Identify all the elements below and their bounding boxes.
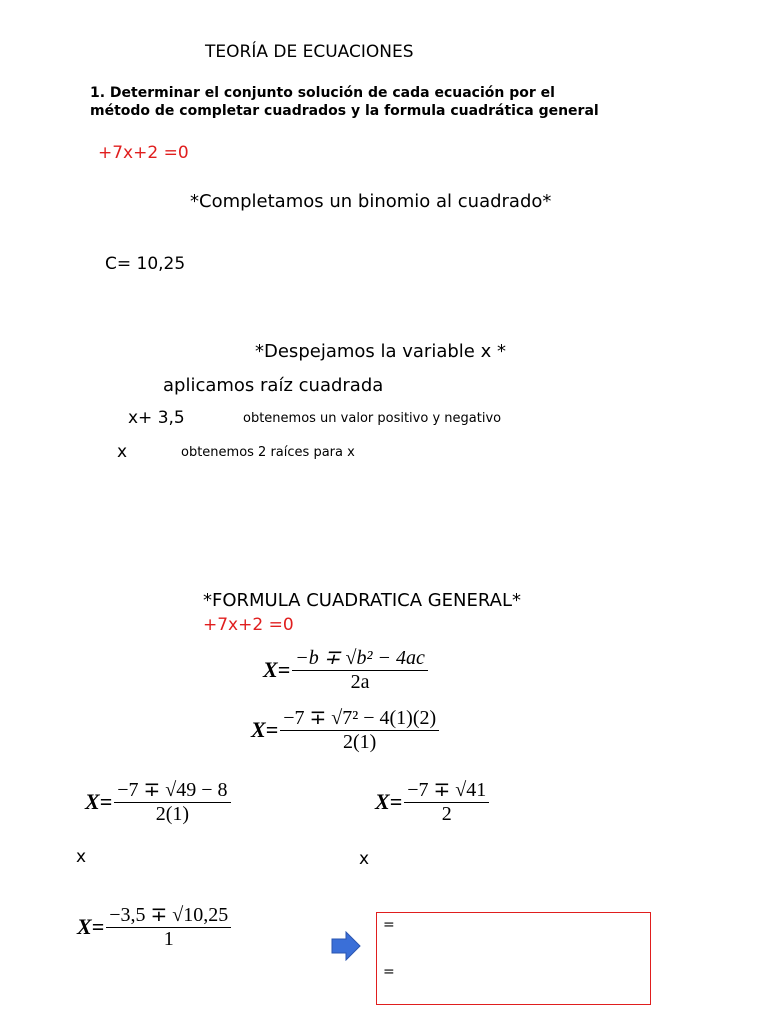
x-line: x bbox=[117, 442, 128, 462]
answer-line-1: = bbox=[383, 917, 395, 933]
equation-red-1: +7x+2 =0 bbox=[98, 143, 189, 163]
step-sqrt: aplicamos raíz cuadrada bbox=[163, 375, 384, 396]
note-pos-neg: obtenemos un valor positivo y negativo bbox=[243, 411, 502, 426]
formula-lhs: X= bbox=[375, 788, 403, 814]
answer-line-2: = bbox=[383, 964, 395, 980]
page-title: TEORÍA DE ECUACIONES bbox=[205, 42, 414, 62]
formula-substituted bbox=[251, 705, 439, 754]
formula-numerator: −3,5 ∓ √10,25 bbox=[106, 902, 231, 928]
formula-numerator: −b ∓ √b² − 4ac bbox=[292, 645, 428, 671]
c-value: C= 10,25 bbox=[105, 254, 186, 274]
formula-denominator: 1 bbox=[163, 928, 174, 950]
formula-lhs: X= bbox=[85, 788, 113, 814]
answer-box bbox=[376, 912, 651, 1005]
x-label-right: x bbox=[359, 849, 370, 869]
formula-step3 bbox=[85, 777, 231, 826]
formula-general bbox=[263, 645, 428, 694]
step-isolate: *Despejamos la variable x * bbox=[255, 341, 506, 362]
formula-numerator: −7 ∓ √7² − 4(1)(2) bbox=[280, 705, 439, 731]
right-arrow-icon bbox=[331, 931, 361, 961]
formula-lhs: X= bbox=[77, 913, 105, 939]
instruction-line-1: 1. Determinar el conjunto solución de cada ecuación por el bbox=[90, 85, 555, 101]
formula-heading: *FORMULA CUADRATICA GENERAL* bbox=[203, 590, 522, 611]
note-two-roots: obtenemos 2 raíces para x bbox=[181, 445, 355, 460]
equation-red-2: +7x+2 =0 bbox=[203, 615, 294, 635]
formula-denominator: 2a bbox=[350, 671, 370, 693]
x-plus-line: x+ 3,5 bbox=[128, 408, 185, 428]
formula-numerator: −7 ∓ √49 − 8 bbox=[114, 777, 230, 803]
formula-step5 bbox=[77, 902, 231, 951]
formula-denominator: 2(1) bbox=[343, 731, 377, 753]
step-complete-square: *Completamos un binomio al cuadrado* bbox=[190, 191, 552, 212]
instruction-line-2: método de completar cuadrados y la formula cuadrática general bbox=[90, 103, 599, 119]
formula-denominator: 2 bbox=[441, 803, 452, 825]
formula-lhs: X= bbox=[263, 656, 291, 682]
formula-step4 bbox=[375, 777, 489, 826]
formula-numerator: −7 ∓ √41 bbox=[404, 777, 489, 803]
formula-lhs: X= bbox=[251, 716, 279, 742]
formula-denominator: 2(1) bbox=[155, 803, 190, 825]
x-label-left: x bbox=[76, 847, 87, 867]
